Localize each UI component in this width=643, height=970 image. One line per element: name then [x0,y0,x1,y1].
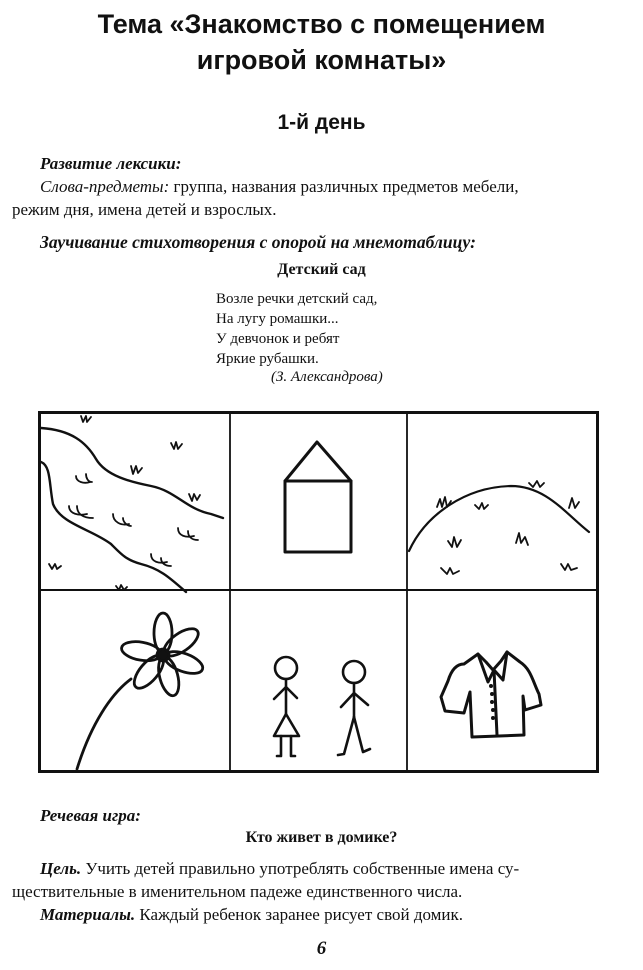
page-number: 6 [316,938,327,959]
shirt-icon [441,652,541,737]
poem-line: На лугу ромашки... [216,311,339,327]
poem-line: Яркие рубашки. [216,351,319,367]
goal-label: Цель. [40,859,82,878]
speech-game-label: Речевая игра: [40,806,141,825]
materials-text: Каждый ребенок заранее рисует свой домик. [135,905,464,924]
title-line-1: Тема «Знакомство с помещением [97,9,546,39]
words-text-1: группа, названия различных предметов мебели, [169,177,519,196]
mnemo-table [38,411,599,773]
words-label: Слова-предметы: [40,177,170,196]
poem-text [216,289,377,369]
meadow-hill-icon [409,481,589,574]
lexicon-label: Развитие лексики: [40,154,182,173]
page-title [0,6,643,78]
river-icon [41,416,223,592]
materials-paragraph [40,903,463,926]
materials-label: Материалы. [40,905,136,924]
house-icon [285,442,351,552]
poem-line: У девчонок и ребят [216,331,340,347]
poem-title: Детский сад [277,261,366,278]
title-line-2: игровой комнаты» [196,45,447,75]
goal-text-1: Учить детей правильно употреблять собственные имена су- [81,859,520,878]
day-heading: 1-й день [277,111,366,134]
girl-and-boy-icon [274,657,370,756]
poem-line: Возле речки детский сад, [216,291,378,307]
goal-paragraph [40,857,642,880]
speech-game-title: Кто живет в домике? [245,829,398,846]
goal-text-2: ществительные в именительном падеже единственного числа. [12,882,463,901]
daisy-flower-icon [77,613,206,769]
words-text-2: режим дня, имена детей и взрослых. [12,200,277,219]
memorization-label: Заучивание стихотворения с опорой на мнемотаблицу: [40,232,476,252]
poem-author: (З. Александрова) [271,369,383,385]
lexicon-paragraph [40,175,640,198]
